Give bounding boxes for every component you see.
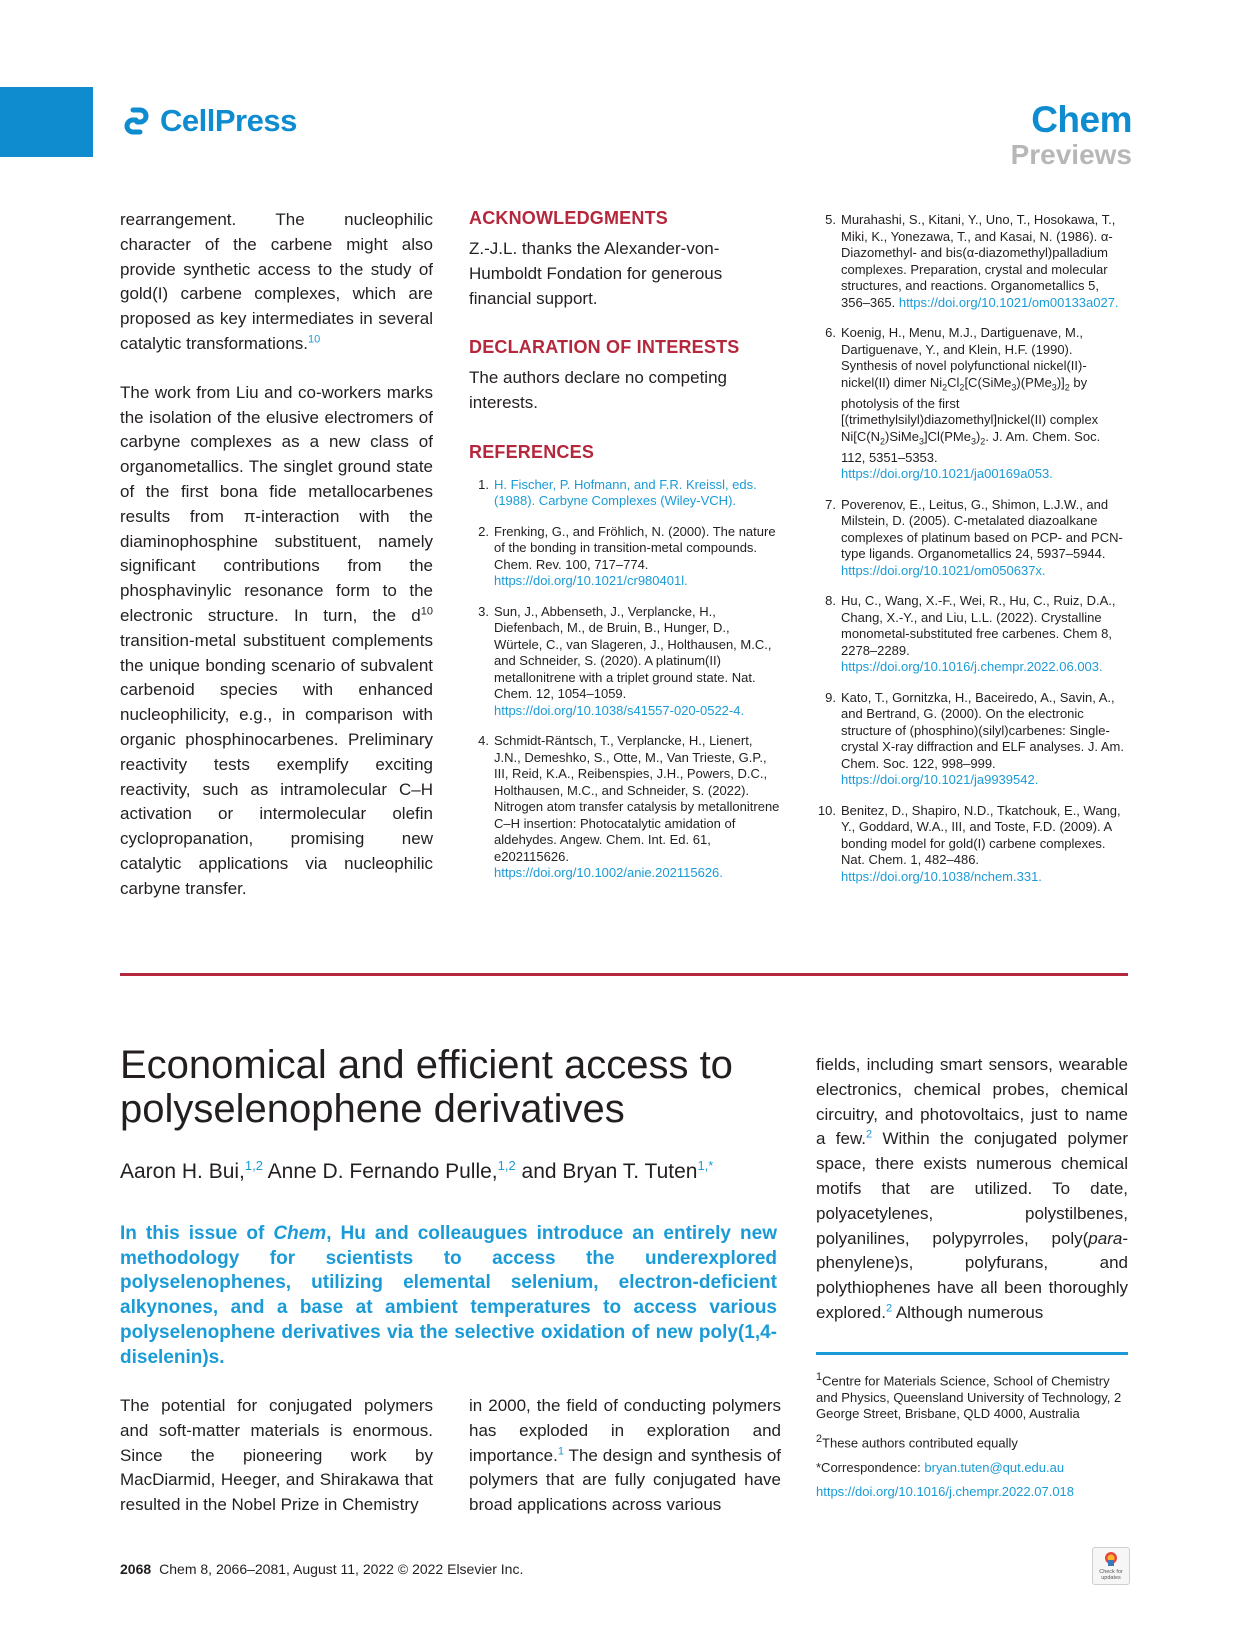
paragraph [120, 381, 433, 902]
cellpress-logo[interactable] [120, 103, 297, 139]
author-name: and Bryan T. Tuten [515, 1160, 698, 1183]
reference-text: Schmidt-Räntsch, T., Verplancke, H., Lienert, J.N., Demeshko, S., Otte, M., Van Trieste, G.P., III, Reid, K.A., Reibenspies, J.H., Powers, D.C., Holthausen, M.C., and Schneider, S. (2022). Nitrogen atom transfer catalysis by metallonitrene C–H insertion: Photocatalytic amidation of aldehydes. Angew. Chem. Int. Ed. 61, e202115626. [494, 733, 780, 864]
acknowledgments-heading: ACKNOWLEDGMENTS [469, 208, 668, 228]
paragraph-text: in 2000, the field of conducting polymers has exploded in exploration and importance. [469, 1396, 781, 1465]
reference-item [816, 593, 1128, 676]
paragraph-text: Although numerous [892, 1302, 1044, 1322]
reference-link[interactable]: https://doi.org/10.1021/om00133a027. [898, 294, 1119, 310]
reference-text: Murahashi, S., Kitani, Y., Uno, T., Hosokawa, T., Miki, K., Yonezawa, T., and Kasai, N. (1986). α-Diazomethyl- and bis(α-diazomethyl)palladium complexes. Preparation, crystal and molecular structures, and reactions. Organometallics 5, 356–365. [841, 212, 1116, 310]
paragraph-text: The work from Liu and co-workers marks the isolation of the elusive electromers of carbyne complexes as a new class of organometallics. The singlet ground state of the first bona fide metallocarbenes results from π-interaction with the diaminophosphine substituent, namely significant contributions from the phosphavinylic resonance form to the electronic structure. In turn, the d [120, 382, 433, 625]
reference-item [469, 524, 781, 590]
reference-number: 1. [478, 476, 489, 492]
article-body-col-2 [469, 1394, 781, 1518]
paragraph-text: The potential for conjugated polymers and soft-matter materials is enormous. Since the pioneering work by MacDiarmid, Heeger, and Shirakawa that resulted in the Nobel Prize in Chemistry [120, 1396, 433, 1515]
article-footnotes [816, 1369, 1128, 1509]
author-list [120, 1158, 713, 1184]
correspondence-email-link[interactable]: bryan.tuten@qut.edu.au [924, 1459, 1065, 1475]
header-accent-bar [0, 87, 93, 157]
article-body-col-3 [816, 1053, 1128, 1326]
reference-link[interactable]: https://doi.org/10.1021/om050637x. [841, 562, 1046, 578]
citation-link[interactable]: 10 [308, 333, 321, 346]
reference-number: 7. [825, 496, 836, 512]
reference-text: Hu, C., Wang, X.-F., Wei, R., Hu, C., Ruiz, D.A., Chang, X.-Y., and Liu, L.L. (2022). Crystalline monometal-substituted free carbenes. Chem 8, 2278–2289. [841, 593, 1116, 658]
reference-number: 8. [825, 593, 836, 609]
reference-list [469, 477, 781, 882]
reference-link[interactable]: H. Fischer, P. Hofmann, and F.R. Kreissl, eds. (1988). Carbyne Complexes (Wiley-VCH). [494, 476, 757, 509]
reference-link[interactable]: https://doi.org/10.1002/anie.202115626. [494, 865, 723, 881]
citation-link[interactable]: 2 [885, 1302, 893, 1315]
reference-item [816, 690, 1128, 789]
badge-label: Check for updates [1099, 1569, 1123, 1581]
reference-link[interactable]: https://doi.org/10.1038/s41557-020-0522-4. [494, 702, 745, 718]
reference-number: 10. [817, 802, 836, 818]
check-for-updates-badge[interactable] [1092, 1547, 1130, 1585]
declaration-heading: DECLARATION OF INTERESTS [469, 337, 740, 358]
declaration-text: The authors declare no competing interests. [469, 368, 727, 413]
reference-item [816, 325, 1128, 483]
reference-item [816, 803, 1128, 886]
reference-link[interactable]: https://doi.org/10.1021/ja9939542. [841, 772, 1039, 788]
reference-item [469, 604, 781, 720]
reference-text: Sun, J., Abbenseth, J., Verplancke, H., Diefenbach, M., de Bruin, B., Hunger, D., Würtele, C., van Slageren, J., Holthausen, M.C., and Schneider, S. (2020). A platinum(II) metallonitrene with a triplet ground state. Nat. Chem. 12, 1054–1059. [494, 603, 772, 702]
reference-number: 2. [478, 523, 489, 539]
author-affiliation-sup[interactable]: 1,* [697, 1158, 714, 1173]
reference-item [816, 497, 1128, 580]
author-affiliation-sup[interactable]: 1,2 [497, 1158, 516, 1173]
italic-text: para [1088, 1228, 1123, 1248]
reference-number: 4. [478, 733, 489, 749]
reference-link[interactable]: https://doi.org/10.1016/j.chempr.2022.06.003. [841, 659, 1103, 675]
page-number: 2068 [120, 1561, 152, 1577]
reference-link[interactable]: https://doi.org/10.1021/cr980401l. [494, 573, 688, 589]
journal-name: Chem [1031, 99, 1132, 140]
references-heading: REFERENCES [469, 441, 595, 462]
author-name: Aaron H. Bui, [120, 1160, 245, 1183]
citation-link[interactable]: 2 [866, 1128, 873, 1141]
citation-link[interactable]: 1 [557, 1444, 564, 1457]
column-1-text [120, 208, 433, 926]
article-abstract: In this issue of Chem, Hu and colleaugues introduce an entirely new methodology for scientists to access the underexplored polyselenophenes, utilizing elemental selenium, electron-deficient alkynones, and a base at ambient temperatures to access various polyselenophene derivatives via the selective oxidation of new poly(1,4-diselenin)s. [120, 1223, 777, 1368]
reference-item [469, 733, 781, 882]
article-doi-link[interactable]: https://doi.org/10.1016/j.chempr.2022.07.018 [816, 1484, 1075, 1500]
reference-text: Koenig, H., Menu, M.J., Dartiguenave, M., Dartiguenave, Y., and Klein, H.F. (1990). Synthesis of novel polyfunctional nickel(II)-nickel(II) dimer $Ni_2Cl_2[C(SiMe_3)(PMe_3)]_2$ by photolysis of the first [(trimethylsilyl)diazomethyl]nickel(II) complex $Ni[C(N_2)SiMe_3]Cl(PMe_3)_2$. J. Am. Chem. Soc. 112, 5351–5353. [841, 325, 1101, 465]
publisher-name: CellPress [160, 103, 297, 138]
paragraph-text: transition-metal substituent complements the unique bonding scenario of subvalent carbenoid species with enhanced nucleophilicity, e.g., in comparison with organic phosphinocarbenes. Preliminary reactivity tests exemplify exciting reactivity, such as intramolecular C–H activation or intermolecular olefin cyclopropanation, promising new catalytic applications via nucleophilic carbyne transfer. [120, 630, 433, 898]
correspondence-note: *Correspondence: bryan.tuten@qut.edu.au [816, 1459, 1065, 1475]
article-body-col-1 [120, 1394, 433, 1518]
reference-list [816, 212, 1128, 885]
column-2 [469, 208, 781, 896]
paragraph [120, 208, 433, 357]
reference-number: 3. [478, 603, 489, 619]
reference-text: Frenking, G., and Fröhlich, N. (2000). The nature of the bonding in transition-metal compounds. Chem. Rev. 100, 717–774. [494, 523, 776, 572]
affiliation-note: $^1$Centre for Materials Science, School of Chemistry and Physics, Queensland University of Technology, 2 George Street, Brisbane, QLD 4000, Australia [816, 1371, 1122, 1422]
paragraph-text: Within the conjugated polymer space, there exists numerous chemical motifs that are utilized. To date, polyacetylenes, polystilbenes, polyanilines, polypyrroles, poly( [816, 1129, 1128, 1248]
article-title: Economical and efficient access to polyselenophene derivatives [120, 1043, 733, 1131]
author-name: Anne D. Fernando Pulle, [262, 1160, 498, 1183]
page-footer [120, 1561, 523, 1577]
column-3 [816, 212, 1128, 899]
paragraph-text: rearrangement. The nucleophilic character of the carbene might also provide synthetic access to the study of gold(I) carbene complexes, which are proposed as key intermediates in several catalytic transformations. [120, 210, 433, 353]
reference-link[interactable]: https://doi.org/10.1021/ja00169a053. [841, 466, 1053, 482]
reference-item [816, 212, 1128, 311]
bookmark-ribbon-icon [1102, 1551, 1120, 1567]
reference-text: Kato, T., Gornitzka, H., Baceiredo, A., Savin, A., and Bertrand, G. (2000). On the electronic structure of (phosphino)(silyl)carbenes: Single-crystal X-ray diffraction and ELF analyses. J. Am. Chem. Soc. 122, 998–999. [841, 689, 1124, 771]
footnote-divider [816, 1352, 1128, 1355]
author-affiliation-sup[interactable]: 1,2 [244, 1158, 263, 1173]
doi-note [816, 1484, 1128, 1501]
cellpress-logo-icon [120, 106, 154, 136]
superscript: 10 [420, 605, 433, 618]
reference-text: Poverenov, E., Leitus, G., Shimon, L.J.W., and Milstein, D. (2005). C-metalated diazoalkane complexes of platinum based on PCP- and PCN-type ligands. Organometallics 24, 5937–5944. [841, 496, 1123, 562]
reference-number: 6. [825, 325, 836, 340]
reference-number: 9. [825, 689, 836, 705]
reference-item [469, 477, 781, 510]
journal-masthead [1011, 100, 1132, 170]
section-label: Previews [1010, 139, 1132, 170]
acknowledgments-text: Z.-J.L. thanks the Alexander-von-Humboldt Fondation for generous financial support. [469, 239, 723, 308]
paragraph-text: The design and synthesis of polymers that are fully conjugated have broad applications across various [469, 1445, 781, 1515]
section-divider [120, 973, 1128, 976]
reference-link[interactable]: https://doi.org/10.1038/nchem.331. [841, 868, 1042, 884]
paragraph-text: -phenylene)s, polyfurans, and polythiophenes have all been thoroughly explored. [816, 1228, 1128, 1322]
paragraph-text: fields, including smart sensors, wearable electronics, chemical probes, chemical circuitry, and photovoltaics, just to name a few. [816, 1055, 1128, 1149]
equal-contribution-note: $^2$These authors contributed equally [816, 1432, 1018, 1451]
reference-number: 5. [825, 212, 836, 227]
reference-text: Benitez, D., Shapiro, N.D., Tkatchouk, E., Wang, Y., Goddard, W.A., III, and Toste, F.D. (2009). A bonding model for gold(I) carbene complexes. Nat. Chem. 1, 482–486. [841, 802, 1121, 868]
footer-citation: Chem 8, 2066–2081, August 11, 2022 © 2022 Elsevier Inc. [159, 1561, 524, 1577]
